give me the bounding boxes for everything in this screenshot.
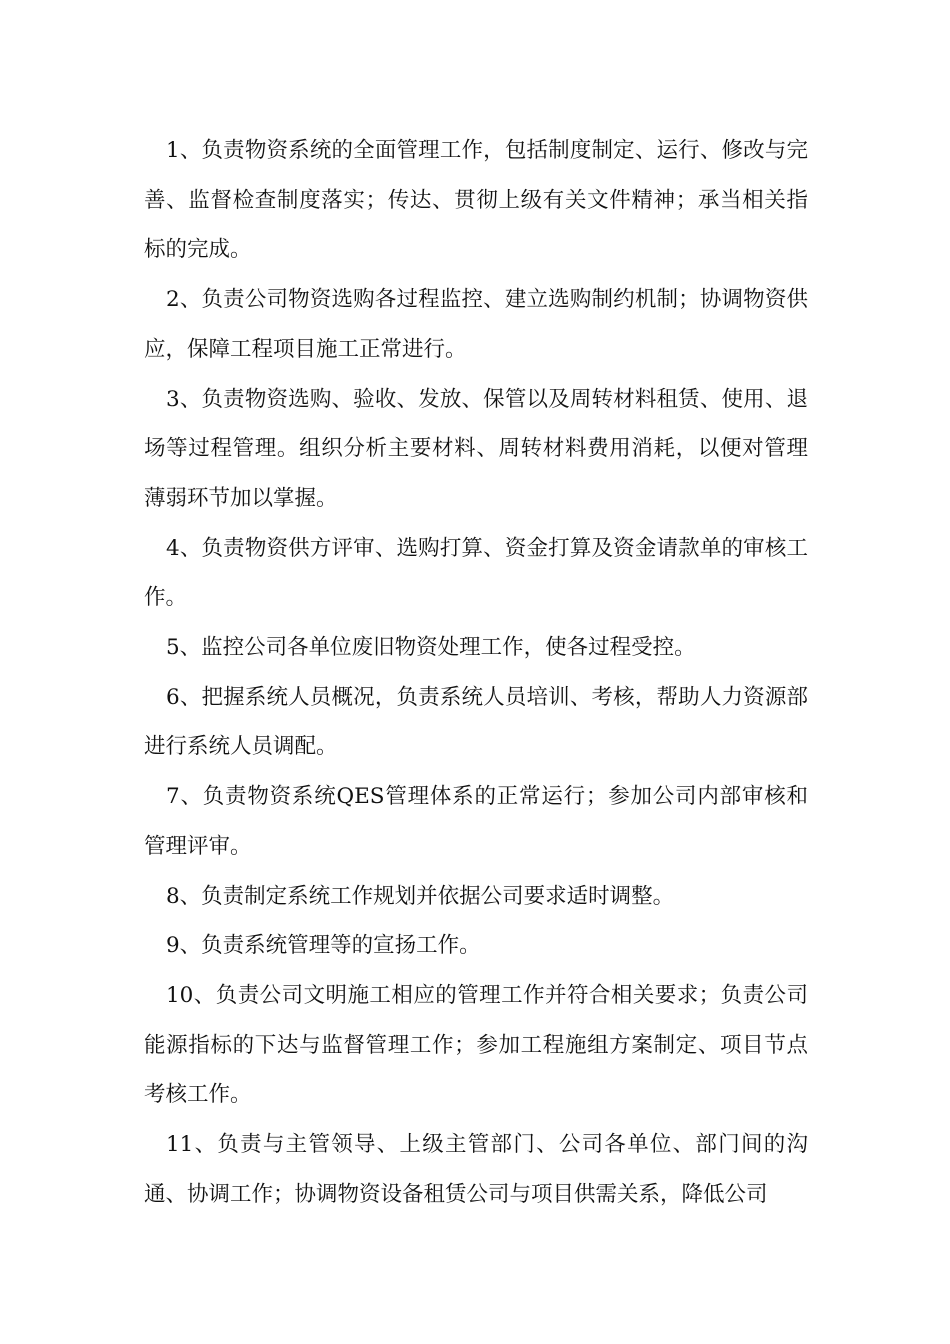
- paragraph-5: 5、监控公司各单位废旧物资处理工作，使各过程受控。: [166, 635, 696, 661]
- paragraph-7: 7、负责物资系统QES管理体系的正常运行；参加公司内部审核和管理评审。: [144, 784, 808, 859]
- document-body: [144, 126, 808, 1219]
- paragraph-2: 2、负责公司物资选购各过程监控、建立选购制约机制；协调物资供应，保障工程项目施工正常进行。: [144, 287, 808, 362]
- paragraph-11: 11、负责与主管领导、上级主管部门、公司各单位、部门间的沟通、协调工作；协调物资设备租赁公司与项目供需关系，降低公司: [144, 1132, 808, 1207]
- paragraph-9: 9、负责系统管理等的宣扬工作。: [166, 933, 481, 959]
- paragraph-8: 8、负责制定系统工作规划并依据公司要求适时调整。: [166, 883, 675, 909]
- paragraph-10: 10、负责公司文明施工相应的管理工作并符合相关要求；负责公司能源指标的下达与监督管理工作；参加工程施组方案制定、项目节点考核工作。: [144, 982, 808, 1108]
- paragraph-6: 6、把握系统人员概况，负责系统人员培训、考核，帮助人力资源部进行系统人员调配。: [144, 684, 808, 760]
- paragraph-1: 1、负责物资系统的全面管理工作，包括制度制定、运行、修改与完善、监督检查制度落实；传达、贯彻上级有关文件精神；承当相关指标的完成。: [144, 138, 808, 263]
- paragraph-3: 3、负责物资选购、验收、发放、保管以及周转材料租赁、使用、退场等过程管理。组织分析主要材料、周转材料费用消耗，以便对管理薄弱环节加以掌握。: [144, 386, 808, 511]
- paragraph-4: 4、负责物资供方评审、选购打算、资金打算及资金请款单的审核工作。: [144, 535, 808, 611]
